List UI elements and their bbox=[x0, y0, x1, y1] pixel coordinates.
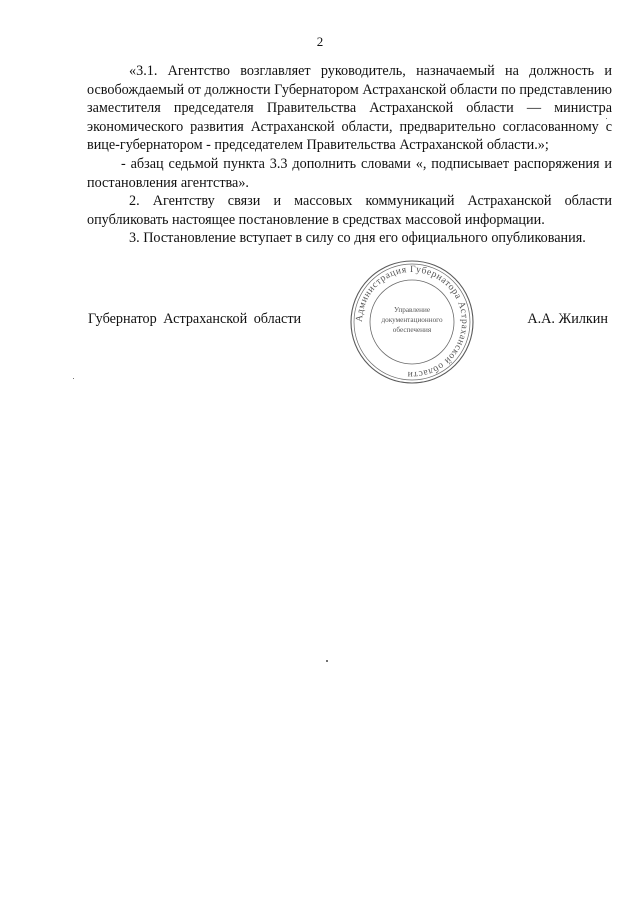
paragraph-clause-3-1: «3.1. Агентство возглавляет руководитель, назначаемый на должность и освобождаемый от должности Губернатором Астраханской области по представлению заместителя председателя Правительства Астраханской области — министра экономического развития Астраханской области, предварительно согласованному с вице-губернатором - председателем Правительства Астраханской области.»; bbox=[87, 63, 612, 154]
scan-speck bbox=[326, 660, 328, 662]
paragraph-effective-date: 3. Постановление вступает в силу со дня его официального опубликования. bbox=[129, 230, 586, 247]
official-stamp-icon bbox=[348, 258, 476, 386]
paragraph-clause-3-3-amendment: - абзац седьмой пункта 3.3 дополнить словами «, подписывает распоряжения и постановления агентства». bbox=[87, 155, 612, 191]
stamp-center-line-2: документационного bbox=[381, 316, 443, 324]
stamp-center-line-1: Управление bbox=[393, 306, 431, 314]
signatory-name: А.А. Жилкин bbox=[527, 311, 608, 327]
signatory-title: Губернатор Астраханской области bbox=[88, 311, 302, 327]
scan-speck bbox=[606, 118, 607, 119]
scan-speck bbox=[73, 378, 74, 379]
document-body bbox=[87, 62, 612, 248]
stamp-center-line-3: обеспечения bbox=[392, 326, 432, 334]
page-number: 2 bbox=[316, 34, 324, 49]
stamp-ring-text: Администрация Губернатора Астраханской области bbox=[353, 263, 471, 381]
paragraph-publication-order: 2. Агентству связи и массовых коммуникаций Астраханской области опубликовать настоящее постановление в средствах массовой информации. bbox=[87, 193, 612, 228]
